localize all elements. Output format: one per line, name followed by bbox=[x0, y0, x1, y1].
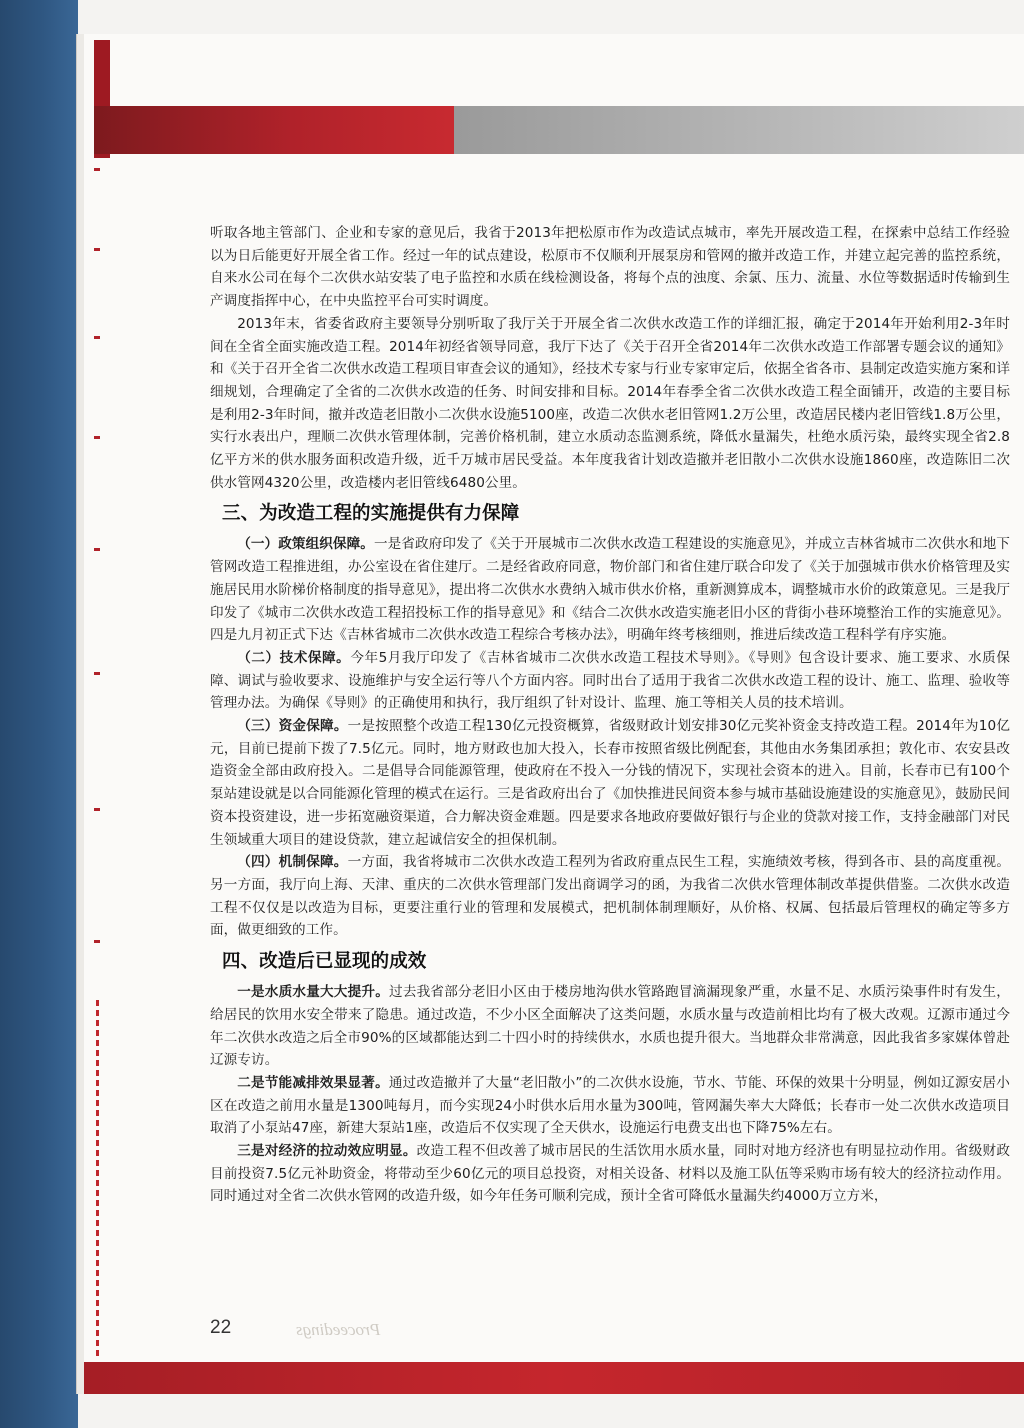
paragraph-lead: （二）技术保障。 bbox=[237, 649, 351, 666]
paragraph-text: 改造工程不但改善了城市居民的生活饮用水质水量，同时对地方经济也有明显拉动作用。省级财政目前投资7.5亿元补助资金，将带动至少60亿元的项目总投资，对相关设备、材料以及施工队伍等采购市场有较大的经济拉动作用。同时通过对全省二次供水管网的改造升级，如今年任务可顺利完成，预计全省可降低水量漏失约4000万立方米， bbox=[210, 1143, 1010, 1205]
margin-tick bbox=[94, 248, 100, 251]
body-paragraph bbox=[210, 1072, 1010, 1140]
margin-tick bbox=[94, 168, 100, 171]
paragraph-text: 一方面，我省将城市二次供水改造工程列为省政府重点民生工程，实施绩效考核，得到各市、县的高度重视。另一方面，我厅向上海、天津、重庆的二次供水管理部门发出商调学习的函，为我省二次供水管理体制改革提供借鉴。二次供水改造工程不仅仅是以改造为目标，更要注重行业的管理和发展模式，把机制体制理顺好，从价格、权属、包括最后管理权的确定等多方面，做更细致的工作。 bbox=[210, 854, 1010, 939]
body-paragraph bbox=[210, 1140, 1010, 1208]
header-band-red bbox=[94, 106, 454, 154]
body-paragraph bbox=[210, 647, 1010, 715]
binding-spine bbox=[0, 0, 78, 1428]
body-paragraph: 听取各地主管部门、企业和专家的意见后，我省于2013年把松原市作为改造试点城市，率先开展改造工程，在探索中总结工作经验以为日后能更好开展全省工作。经过一年的试点建设，松原市不仅顺利开展泵房和管网的撤并改造工作，并建立起完善的监控系统，自来水公司在每个二次供水站安装了电子监控和水质在线检测设备，将每个点的浊度、余氯、压力、流量、水位等数据适时传输到生产调度指挥中心，在中央监控平台可实时调度。 bbox=[210, 225, 1010, 310]
paragraph-text: 一是省政府印发了《关于开展城市二次供水改造工程建设的实施意见》，并成立吉林省城市二次供水和地下管网改造工程推进组，办公室设在省住建厅。二是经省政府同意，物价部门和省住建厅联合印发了《关于加强城市供水价格管理及实施居民用水阶梯价格制度的指导意见》，提出将二次供水水费纳入城市供水价格，重新测算成本，调整城市水价的政策意见。三是我厅印发了《城市二次供水改造工程招投标工作的指导意见》和《结合二次供水改造实施老旧小区的背街小巷环境整治工作的实施意见》。四是九月初正式下达《吉林省城市二次供水改造工程综合考核办法》，明确年终考核细则，推进后续改造工程科学有序实施。 bbox=[210, 536, 1010, 644]
margin-tick bbox=[94, 940, 100, 943]
section-heading: 四、改造后已显现的成效 bbox=[222, 951, 427, 973]
paragraph-lead: 三是对经济的拉动效应明显。 bbox=[237, 1143, 417, 1160]
paragraph-lead: 二是节能减排效果显著。 bbox=[237, 1074, 389, 1091]
paragraph-lead: （三）资金保障。 bbox=[237, 718, 348, 735]
margin-dashed-rule bbox=[96, 1000, 99, 1360]
footer-band bbox=[84, 1362, 1024, 1394]
section-heading: 三、为改造工程的实施提供有力保障 bbox=[222, 503, 520, 525]
body-paragraph bbox=[210, 981, 1010, 1072]
header-band-gray bbox=[454, 106, 1024, 154]
body-paragraph bbox=[210, 533, 1010, 647]
paragraph-lead: （一）政策组织保障。 bbox=[237, 536, 374, 553]
paragraph-text: 一是按照整个改造工程130亿元投资概算，省级财政计划安排30亿元奖补资金支持改造工程。2014年为10亿元，目前已提前下拨了7.5亿元。同时，地方财政也加大投入，长春市按照省级比例配套，其他由水务集团承担；敦化市、农安县改造资金全部由政府投入。二是倡导合同能源管理，使政府在不投入一分钱的情况下，实现社会资本的进入。目前，长春市已有100个泵站建设就是以合同能源化管理的模式在运行。三是省政府出台了《加快推进民间资本参与城市基础设施建设的实施意见》，鼓励民间资本投资建设，进一步拓宽融资渠道，合力解决资金难题。四是要求各地政府要做好银行与企业的贷款对接工作，支持金融部门对民生领域重大项目的建设贷款，建立起诚信安全的担保机制。 bbox=[210, 718, 1010, 848]
article-body bbox=[210, 222, 1010, 1208]
margin-tick bbox=[94, 548, 100, 551]
body-paragraph bbox=[210, 715, 1010, 851]
margin-tick bbox=[94, 336, 100, 339]
body-paragraph bbox=[210, 851, 1010, 942]
paragraph-lead: （四）机制保障。 bbox=[237, 854, 348, 871]
margin-tick bbox=[94, 436, 100, 439]
margin-tick bbox=[94, 672, 100, 675]
paragraph-text: 过去我省部分老旧小区由于楼房地沟供水管路跑冒滴漏现象严重，水量不足、水质污染事件时有发生，给居民的饮用水安全带来了隐患。通过改造，不少小区全面解决了这类问题，水质水量与改造前相比均有了极大改观。辽源市通过今年二次供水改造之后全市90%的区域都能达到二十四小时的持续供水，水质也提升很大。当地群众非常满意，因此我省多家媒体曾赴辽源专访。 bbox=[210, 984, 1010, 1069]
margin-tick bbox=[94, 808, 100, 811]
paragraph-text: 通过改造撤并了大量“老旧散小”的二次供水设施，节水、节能、环保的效果十分明显，例如辽源安居小区在改造之前用水量是1300吨每月，而今实现24小时供水后用水量为300吨，管网漏失率大大降低；长春市一处二次供水改造项目取消了小泵站47座，新建大泵站1座，改造后不仅实现了全天供水，设施运行电费支出也下降75%左右。 bbox=[210, 1074, 1010, 1137]
show-through-text: Proceedings bbox=[296, 1320, 381, 1339]
page-number: 22 bbox=[210, 1317, 232, 1338]
body-paragraph: 2013年末，省委省政府主要领导分别听取了我厅关于开展全省二次供水改造工作的详细汇报，确定于2014年开始利用2-3年时间在全省全面实施改造工程。2014年初经省领导同意，我厅下达了《关于召开全省2014年二次供水改造工作部署专题会议的通知》和《关于召开全省二次供水改造工程项目审查会议的通知》，经技术专家与行业专家审定后，依据全省各市、县制定改造实施方案和详细规划，合理确定了全省的二次供水改造的任务、时间安排和目标。2014年春季全省二次供水改造工程全面铺开，改造的主要目标是利用2-3年时间，撤并改造老旧散小二次供水设施5100座，改造二次供水老旧管网1.2万公里，改造居民楼内老旧管线1.8万公里，实行水表出户，理顺二次供水管理体制，完善价格机制，建立水质动态监测系统，降低水量漏失，杜绝水质污染，最终实现全省2.8亿平方米的供水服务面积改造升级，近千万城市居民受益。本年度我省计划改造撤并老旧散小二次供水设施1860座，改造陈旧二次供水管网4320公里，改造楼内老旧管线6480公里。 bbox=[210, 315, 1010, 491]
paragraph-text: 今年5月我厅印发了《吉林省城市二次供水改造工程技术导则》。《导则》包含设计要求、施工要求、水质保障、调试与验收要求、设施维护与安全运行等八个方面内容。同时出台了适用于我省二次供水改造工程的设计、施工、监理、验收等管理办法。为确保《导则》的正确使用和执行，我厅组织了针对设计、监理、施工等相关人员的技术培训。 bbox=[210, 649, 1011, 712]
paragraph-lead: 一是水质水量大大提升。 bbox=[237, 984, 390, 1001]
